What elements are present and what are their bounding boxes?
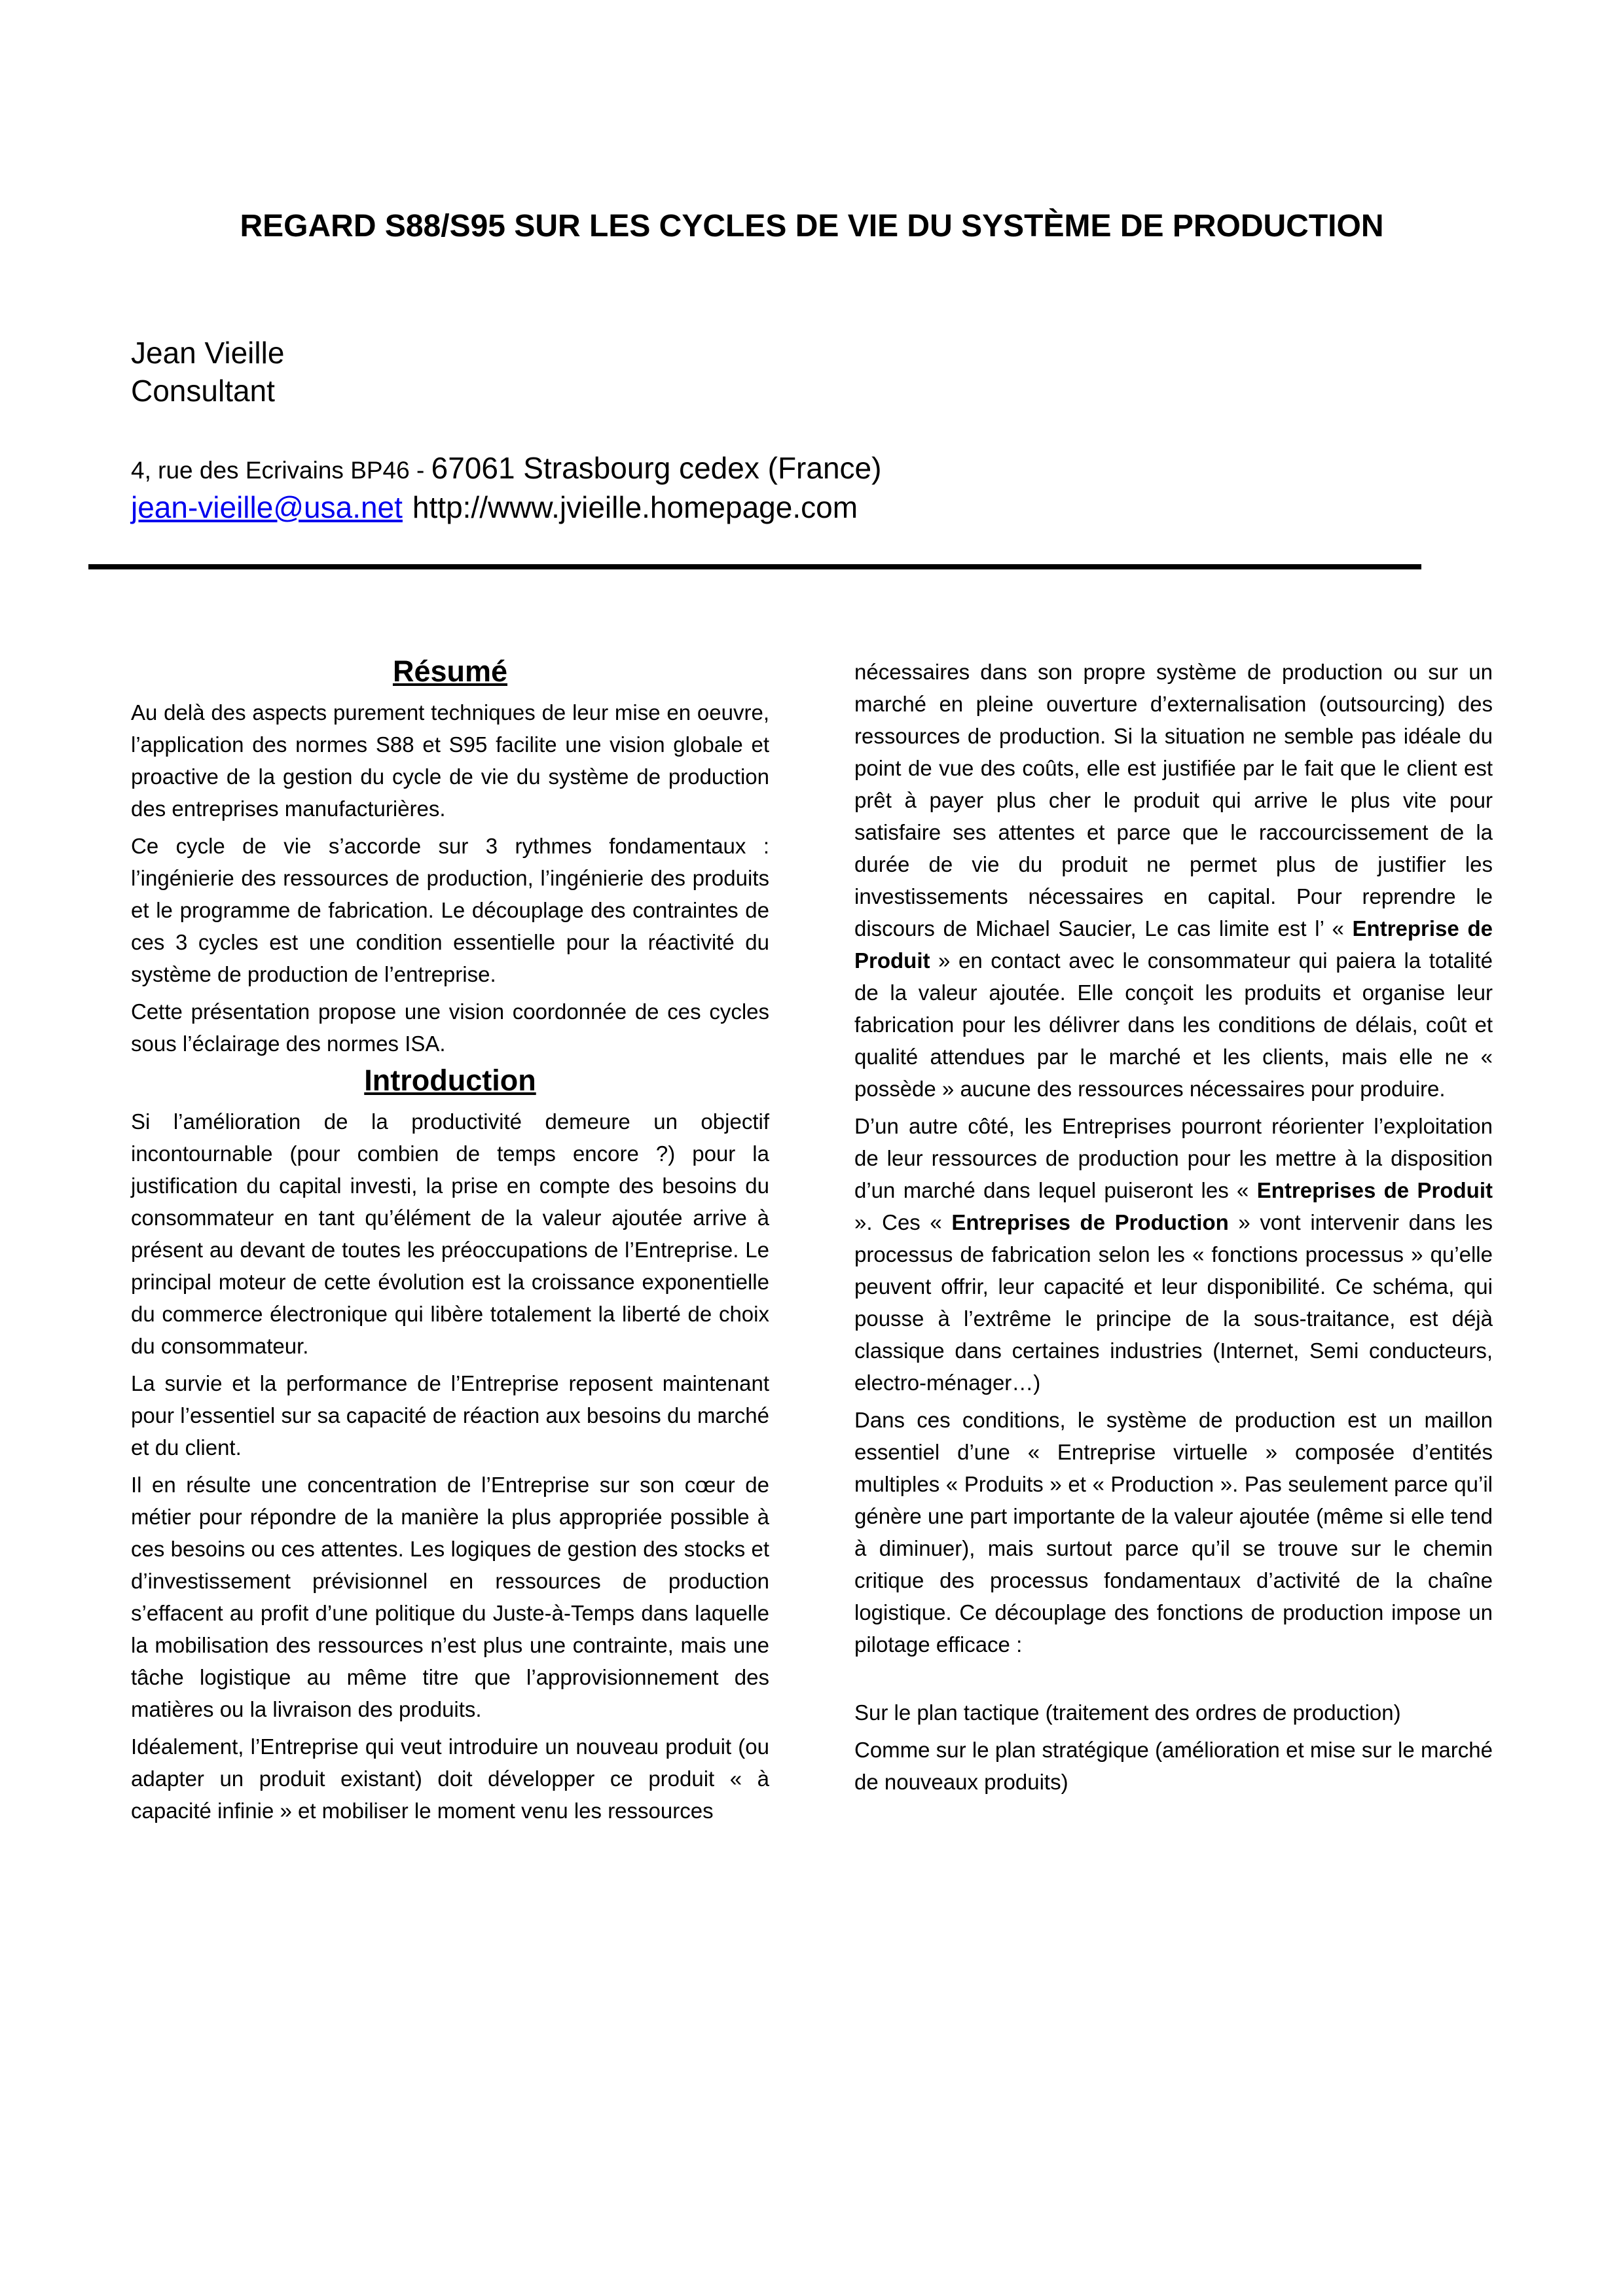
paragraph [131, 696, 769, 825]
text-run: » vont intervenir dans les processus de fabrication selon les « fonctions processus » qu’elle peuvent offrir, leur capacité et leur disponibilité. Ce schéma, qui pousse à l’extrême le principe de la sous-traitance, est déjà classique dans certaines industries (Internet, Semi conducteurs, electro-ménager…) [854, 1210, 1493, 1395]
text-run: La survie et la performance de l’Entreprise reposent maintenant pour l’essentiel sur sa capacité de réaction aux besoins du marché et du client. [131, 1371, 769, 1460]
paragraph [854, 656, 1493, 1105]
left-column [131, 656, 769, 1832]
author-role: Consultant [131, 374, 275, 408]
paragraph [854, 1110, 1493, 1399]
bold-term: Entreprise de Produit [854, 916, 1493, 973]
text-run: Comme sur le plan stratégique (amélioration et mise sur le marché de nouveaux produits) [854, 1738, 1493, 1794]
paragraph [854, 1404, 1493, 1660]
text-run: Cette présentation propose une vision coordonnée de ces cycles sous l’éclairage des normes ISA. [131, 999, 769, 1056]
section-heading: Résumé [392, 655, 508, 688]
text-run: Au delà des aspects purement techniques de leur mise en oeuvre, l’application des normes S88 et S95 facilite une vision globale et proactive de la gestion du cycle de vie du système de production des entreprises manufacturières. [131, 700, 769, 821]
paragraph [131, 1731, 769, 1827]
paragraph [131, 996, 769, 1060]
paragraph [131, 830, 769, 990]
author-name: Jean Vieille [131, 336, 285, 370]
text-run: ». Ces « [854, 1210, 952, 1234]
paragraph [854, 1734, 1493, 1798]
email-link[interactable]: jean-vieille@usa.net [131, 490, 403, 524]
page-title: REGARD S88/S95 SUR LES CYCLES DE VIE DU SYSTÈME DE PRODUCTION [240, 209, 1384, 243]
website-url: http://www.jvieille.homepage.com [412, 490, 858, 524]
text-run: D’un autre côté, les Entreprises pourront réorienter l’exploitation de leur ressources de production pour les mettre à la disposition d’un marché dans lequel puiseront les « [854, 1114, 1493, 1202]
text-run: nécessaires dans son propre système de production ou sur un marché en pleine ouverture d’externalisation (outsourcing) des ressources de production. Si la situation ne semble pas idéale du point de vue des coûts, elle est justifiée par le fait que le client est prêt à payer plus cher le produit qui arrive le plus vite pour satisfaire ses attentes et parce que le raccourcissement de la durée de vie du produit ne permet plus de justifier les investissements nécessaires en capital. Pour reprendre le discours de Michael Saucier, Le cas limite est l’ « [854, 660, 1493, 941]
text-run: Sur le plan tactique (traitement des ordres de production) [854, 1700, 1401, 1725]
text-run: Idéalement, l’Entreprise qui veut introduire un nouveau produit (ou adapter un produit existant) doit développer ce produit « à capacité infinie » et mobiliser le moment venu les ressources [131, 1734, 769, 1823]
right-column [854, 656, 1493, 1832]
text-run: Ce cycle de vie s’accorde sur 3 rythmes fondamentaux : l’ingénierie des ressources de production, l’ingénierie des produits et le programme de fabrication. Le découplage des contraintes de ces 3 cycles est une condition essentielle pour la réactivité du système de production de l’entreprise. [131, 834, 769, 986]
contact-line [131, 490, 858, 525]
address-city: 67061 Strasbourg cedex (France) [431, 451, 882, 485]
paragraph [854, 1696, 1493, 1729]
blank-line [854, 1666, 1493, 1696]
bold-term: Entreprises de Produit [1256, 1178, 1493, 1202]
address-street: 4, rue des Ecrivains BP46 - [131, 457, 431, 484]
text-run: Dans ces conditions, le système de production est un maillon essentiel d’une « Entreprise virtuelle » composée d’entités multiples « Produits » et « Production ». Pas seulement parce qu’il génère une part importante de la valeur ajoutée (même si elle tend à diminuer), mais surtout parce qu’il se trouve sur le chemin critique des processus fondamentaux d’activité de la chaîne logistique. Ce découplage des fonctions de production impose un pilotage efficace : [854, 1408, 1493, 1657]
paragraph [131, 1469, 769, 1725]
section-heading: Introduction [364, 1064, 536, 1097]
address-line [131, 450, 881, 486]
bold-term: Entreprises de Production [951, 1210, 1229, 1234]
text-run: » en contact avec le consommateur qui paiera la totalité de la valeur ajoutée. Elle conçoit les produits et organise leur fabrication pour les délivrer dans les conditions de délais, coût et qualité attendues par le marché et les clients, mais elle ne « possède » aucune des ressources nécessaires pour produire. [854, 948, 1493, 1101]
paragraph [131, 1367, 769, 1463]
text-run: Si l’amélioration de la productivité demeure un objectif incontournable (pour combien de temps encore ?) pour la justification du capital investi, la prise en compte des besoins du consommateur en tant qu’élément de la valeur ajoutée arrive à présent au devant de toutes les préoccupations de l’Entreprise. Le principal moteur de cette évolution est la croissance exponentielle du commerce électronique qui libère totalement la liberté de choix du consommateur. [131, 1109, 769, 1358]
horizontal-rule [88, 564, 1421, 569]
paragraph [131, 1105, 769, 1362]
two-column-layout [131, 656, 1493, 1832]
text-run: Il en résulte une concentration de l’Entreprise sur son cœur de métier pour répondre de la manière la plus appropriée possible à ces besoins ou ces attentes. Les logiques de gestion des stocks et d’investissement prévisionnel en ressources de production s’effacent au profit d’une politique du Juste-à-Temps dans laquelle la mobilisation des ressources n’est plus une contrainte, mais une tâche logistique au même titre que l’approvisionnement des matières ou la livraison des produits. [131, 1473, 769, 1721]
